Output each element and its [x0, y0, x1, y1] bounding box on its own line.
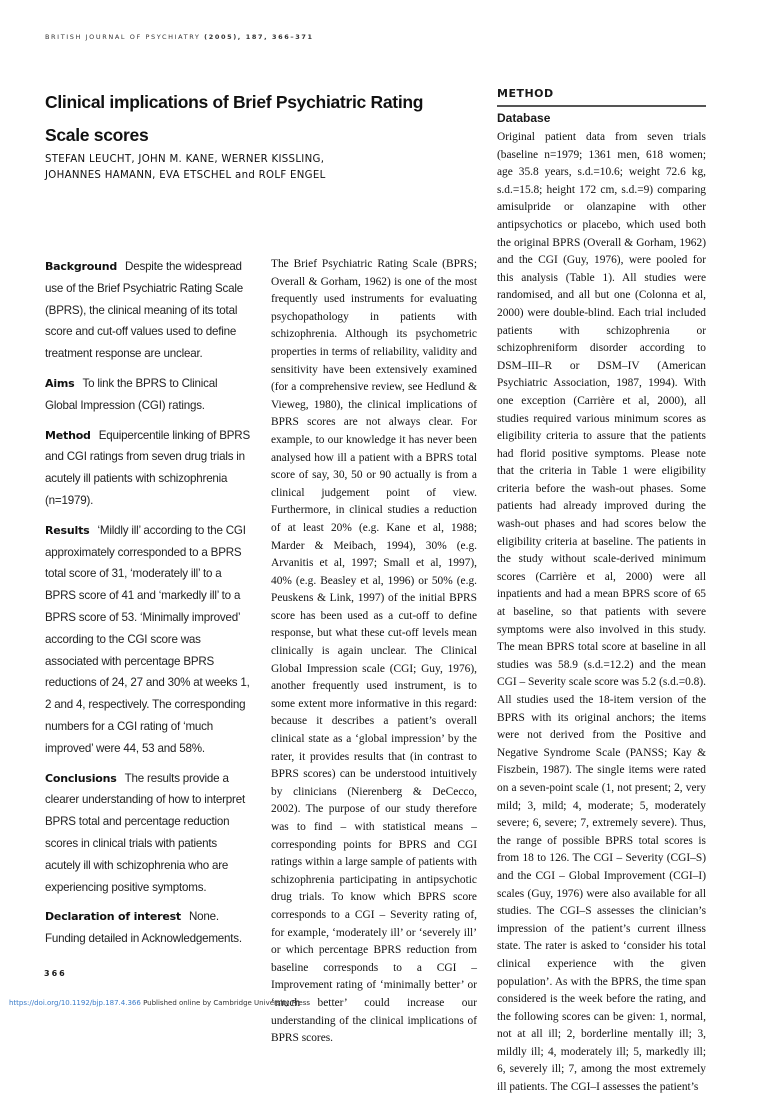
method-column: [497, 129, 706, 1097]
abstract: [45, 256, 250, 958]
introduction-column: [271, 256, 477, 1048]
abstract-conclusions: [45, 768, 250, 899]
journal-name: BRITISH JOURNAL OF PSYCHIATRY: [45, 33, 201, 41]
article-title: Clinical implications of Brief Psychiatric Rating Scale scores: [45, 92, 424, 145]
introduction-paragraph: The Brief Psychiatric Rating Scale (BPRS; Overall & Gorham, 1962) is one of the most frequently used instruments for evaluating psychopathology in patients with schizophrenia. Although its psychometric properties in terms of reliability, validity and sensitivity have been extensively examined (for a comprehensive review, see Hedlund & Vieweg, 1980), the clinical implications of BPRS scores are not always clear. For example, to our knowledge it has never been analysed how ill a patient with a BPRS total score of say, 30, 50 or 90 actually is from a clinical judgement point of view. Furthermore, in clinical studies a reduction of at least 20% (e.g. Kane et al, 1988; Marder & Meibach, 1994), 30% (e.g. Arvanitis et al, 1997; Small et al, 1997), 40% (e.g. Beasley et al, 1996) or 50% (e.g. Peuskens & Link, 1997) of the initial BPRS score has been used as a cut-off to define response, but what these cut-off levels mean clinically is again unclear. The Clinical Global Impression scale (CGI; Guy, 1976), another frequently used instrument, is to some extent more informative in this regard: because it describes a patient’s overall clinical state as a ‘global impression’ by the rater, it provides results that (in contrast to BPRS scores) can be understood intuitively by clinicians (Nierenberg & DeCecco, 2002). The purpose of our study therefore was to find – with statistical means – corresponding points for BPRS and CGI ratings within a large sample of patients with schizophrenia participating in antipsychotic drug trials. To know which BPRS score corresponds to a CGI – Severity rating of, for example, ‘moderately ill’ or ‘severely ill’ or which percentage BPRS reduction from baseline corresponds to a CGI – Improvement rating of ‘minimally better’ or ‘much better’ could increase our understanding of the clinical implications of BPRS scores.: [271, 258, 477, 1045]
abstract-aims: [45, 373, 250, 417]
abstract-label: Aims: [45, 376, 75, 390]
method-paragraph: Original patient data from seven trials (baseline n=1979; 1361 men, 618 women; age 35.8 years, s.d.=10.6; weight 72.6 kg, s.d.=15.8; height 172 cm, s.d.=9) comparing amisulpride or olanzapine with other antipsychotics or placebo, which used both the original BPRS (Overall & Gorham, 1962) and the CGI (Guy, 1976), were pooled for this analysis (Table 1). All studies were randomised, and all but one (Colonna et al, 2000) were double-blind. Each trial included patients with schizophrenia or schizophreniform disorder according to DSM–III–R or DSM–IV (American Psychiatric Association, 1987, 1994). With one exception (Carrière et al, 2000), all studies required various minimum scores as eligibility criteria to assure that the patients had florid positive symptoms. Please note that the criteria in Table 1 were eligibility criteria before the wash-out phases. Some patients had already improved during the wash-out phases and had scores below the eligibility criteria at baseline. The patients in the study without scale-derived minimum scores (Carrière et al, 2000) were all inpatients and had a mean BPRS score of 65 at baseline, so that patients with severe symptoms were also involved in this study. The mean BPRS total score at baseline in all studies was 58.9 (s.d.=12.2) and the mean CGI – Severity scale score was 5.2 (s.d.=0.8). All studies used the 18-item version of the BPRS with its original anchors; the items were not derived from the Positive and Negative Syndrome Scale (PANSS; Kay & Fiszbein, 1987). The single items were rated on a seven-point scale (1, not present; 2, very mild; 3, mild; 4, moderate; 5, moderately severe; 6, severe; 7, extremely severe). Thus, the range of possible BPRS total scores is from 18 to 126. The CGI – Severity (CGI–S) and the CGI – Global Improvement (CGI–I) scales (Guy, 1976) were also available for all studies. The CGI–S assesses the clinician’s impression of the patient’s current illness state. The rater is asked to ‘consider his total clinical experience with the given population’. As with the BPRS, the time span considered is the week before the rating, and the following scores can be given: 1, normal, not at all ill; 2, borderline mentally ill; 3, mildly ill; 4, moderately ill; 5, markedly ill; 6, severely ill; 7, among the most extremely ill patients. The CGI–I assesses the patient’s: [497, 131, 706, 1094]
abstract-text: Equipercentile linking of BPRS and CGI ratings from seven drug trials in acutely ill patients with schizophrenia (n=1979).: [45, 428, 250, 507]
publisher-note: Published online by Cambridge University Press: [143, 999, 311, 1007]
abstract-text: Despite the widespread use of the Brief Psychiatric Rating Scale (BPRS), the clinical meaning of its total score and cut-off values used to define treatment response are unclear.: [45, 260, 244, 361]
abstract-declaration: [45, 906, 250, 950]
abstract-text: To link the BPRS to Clinical Global Impression (CGI) ratings.: [45, 376, 218, 412]
abstract-text: The results provide a clearer understanding of how to interpret BPRS total and percentage reduction scores in clinical trials with patients acutely ill with schizophrenia who are experiencing positive symptoms.: [45, 771, 245, 894]
running-head: [45, 33, 314, 41]
abstract-background: [45, 256, 250, 365]
abstract-label: Method: [45, 428, 91, 442]
author-line: STEFAN LEUCHT, JOHN M. KANE, WERNER KISSLING,: [45, 154, 325, 165]
abstract-text: ‘Mildly ill’ according to the CGI approximately corresponded to a BPRS total score of 31, ‘moderately ill’ to a BPRS score of 41 and ‘markedly ill’ to a BPRS score of 53. ‘Minimally improved’ according to the CGI score was associated with percentage BPRS reductions of 24, 27 and 30% at weeks 1, 2 and 4, respectively. The corresponding numbers for a CGI rating of ‘much improved’ were 44, 53 and 58%.: [45, 523, 250, 755]
abstract-method: [45, 425, 250, 512]
author-list: [45, 152, 425, 184]
page-number: 366: [44, 969, 67, 978]
journal-citation: (2005), 187, 366–371: [204, 33, 314, 41]
abstract-label: Declaration of interest: [45, 910, 181, 924]
doi-link[interactable]: https://doi.org/10.1192/bjp.187.4.366: [9, 999, 141, 1007]
author-line: JOHANNES HAMANN, EVA ETSCHEL and ROLF ENGEL: [45, 170, 326, 181]
abstract-label: Conclusions: [45, 771, 117, 785]
database-subheading: Database: [497, 111, 551, 125]
abstract-label: Results: [45, 523, 90, 537]
footer: [9, 999, 310, 1007]
method-heading: METHOD: [497, 87, 706, 107]
abstract-text: None. Funding detailed in Acknowledgements.: [45, 910, 242, 946]
abstract-results: [45, 520, 250, 760]
abstract-label: Background: [45, 260, 118, 273]
